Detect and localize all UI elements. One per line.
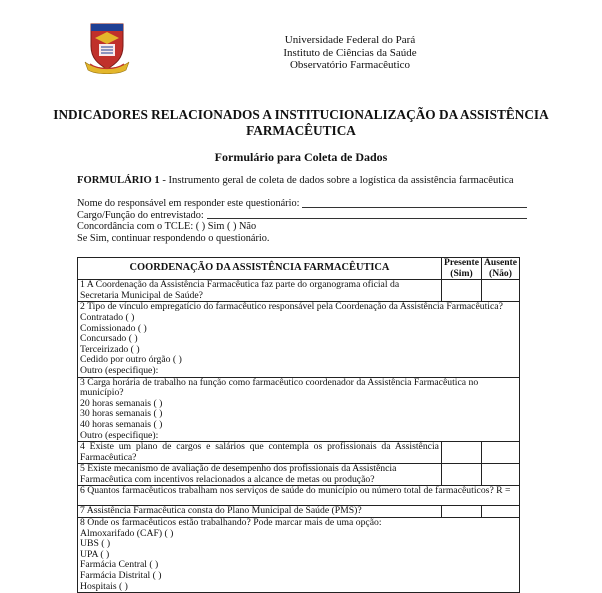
question-8-text: 8 Onde os farmacêuticos estão trabalhando? Pode marcar mais de uma opção: (80, 517, 382, 529)
institution-header (250, 34, 450, 72)
question-2 (78, 302, 520, 377)
present-cell-q1[interactable] (441, 280, 481, 302)
present-cell-q4[interactable] (441, 442, 481, 464)
question-3-option[interactable]: 30 horas semanais ( ) (80, 408, 163, 420)
question-8-option[interactable]: Farmácia Central ( ) (80, 559, 159, 571)
table-row (78, 377, 520, 442)
question-3 (78, 377, 520, 442)
consent-label: Concordância com o TCLE: ( ) Sim ( ) Não (77, 221, 257, 232)
table-row (78, 464, 520, 486)
question-7: 7 Assistência Farmacêutica consta do Plano Municipal de Saúde (PMS)? (78, 506, 442, 518)
question-5-line-2: Farmacêutica com incentivos relacionados a alcance de metas ou produção? (80, 473, 375, 485)
form-description: - Instrumento geral de coleta de dados sobre a logística da assistência farmacêutica (159, 175, 514, 186)
respondent-name-label: Nome do responsável em responder este questionário: (77, 198, 300, 209)
question-8-option[interactable]: UPA ( ) (80, 548, 110, 560)
university-crest-logo (82, 20, 132, 76)
respondent-fields (77, 198, 527, 244)
respondent-role-field[interactable] (207, 210, 527, 220)
continue-note-row (77, 233, 527, 245)
table-row (78, 280, 520, 302)
question-3-option[interactable]: Outro (especifique): (80, 429, 159, 441)
question-3-option[interactable]: 40 horas semanais ( ) (80, 418, 163, 430)
question-2-option[interactable]: Contratado ( ) (80, 311, 135, 323)
absent-cell-q5[interactable] (481, 464, 519, 486)
table-header-present: Presente (Sim) (441, 258, 481, 280)
table-row (78, 302, 520, 377)
respondent-role-label: Cargo/Função do entrevistado: (77, 209, 204, 221)
question-4: 4 Existe um plano de cargos e salários que contempla os profissionais da Assistência Farmacêutica? (78, 442, 442, 464)
question-1: 1 A Coordenação da Assistência Farmacêutica faz parte do organograma oficial da Secretaria Municipal de Saúde? (78, 280, 442, 302)
table-header-row (78, 258, 520, 280)
present-cell-q7[interactable] (441, 506, 481, 518)
question-8 (78, 518, 520, 593)
question-3-text: 3 Carga horária de trabalho na função como farmacêutico coordenador da Assistência Farmacêutica no município? (80, 376, 479, 399)
absent-cell-q1[interactable] (481, 280, 519, 302)
question-8-option[interactable]: UBS ( ) (80, 538, 111, 550)
question-2-option[interactable]: Concursado ( ) (80, 333, 138, 345)
question-3-option[interactable]: 20 horas semanais ( ) (80, 397, 163, 409)
consent-row (77, 221, 527, 233)
institution-institute: Instituto de Ciências da Saúde (283, 46, 417, 59)
table-row (78, 506, 520, 518)
question-2-option[interactable]: Cedido por outro órgão ( ) (80, 354, 182, 366)
document-title-line-1: INDICADORES RELACIONADOS A INSTITUCIONALIZAÇÃO DA ASSISTÊNCIA (53, 107, 549, 122)
question-8-option[interactable]: Farmácia Distrital ( ) (80, 570, 162, 582)
table-row (78, 486, 520, 506)
respondent-role-row (77, 210, 527, 222)
question-8-option[interactable]: Almoxarifado (CAF) ( ) (80, 527, 174, 539)
absent-cell-q7[interactable] (481, 506, 519, 518)
continue-note: Se Sim, continuar respondendo o questionário. (77, 232, 270, 244)
table-header-absent: Ausente (Não) (481, 258, 519, 280)
question-6: 6 Quantos farmacêuticos trabalham nos serviços de saúde do município ou número total de farmacêuticos? R = (78, 486, 520, 506)
question-2-option[interactable]: Outro (especifique): (80, 364, 159, 376)
table-row (78, 518, 520, 593)
table-header-coordination: COORDENAÇÃO DA ASSISTÊNCIA FARMACÊUTICA (78, 258, 442, 280)
institution-university: Universidade Federal do Pará (284, 34, 416, 46)
question-5 (78, 464, 442, 486)
respondent-name-row (77, 198, 527, 210)
document-title (40, 107, 562, 139)
question-2-option[interactable]: Terceirizado ( ) (80, 343, 140, 355)
question-5-line-1: 5 Existe mecanismo de avaliação de desempenho dos profissionais da Assistência (80, 463, 397, 475)
question-2-text: 2 Tipo de vínculo empregatício do farmacêutico responsável pela Coordenação da Assistência Farmacêutica? (80, 301, 503, 313)
present-cell-q5[interactable] (441, 464, 481, 486)
form-heading (77, 175, 557, 186)
respondent-name-field[interactable] (302, 198, 527, 208)
institution-observatory: Observatório Farmacêutico (289, 59, 411, 71)
question-2-option[interactable]: Comissionado ( ) (80, 322, 147, 334)
table-row (78, 442, 520, 464)
absent-cell-q4[interactable] (481, 442, 519, 464)
form-label: FORMULÁRIO 1 (77, 175, 160, 186)
document-subtitle: Formulário para Coleta de Dados (214, 150, 388, 164)
question-8-option[interactable]: Hospitais ( ) (80, 580, 128, 592)
coordination-checklist-table (77, 257, 520, 593)
document-title-line-2: FARMACÊUTICA (246, 123, 356, 138)
